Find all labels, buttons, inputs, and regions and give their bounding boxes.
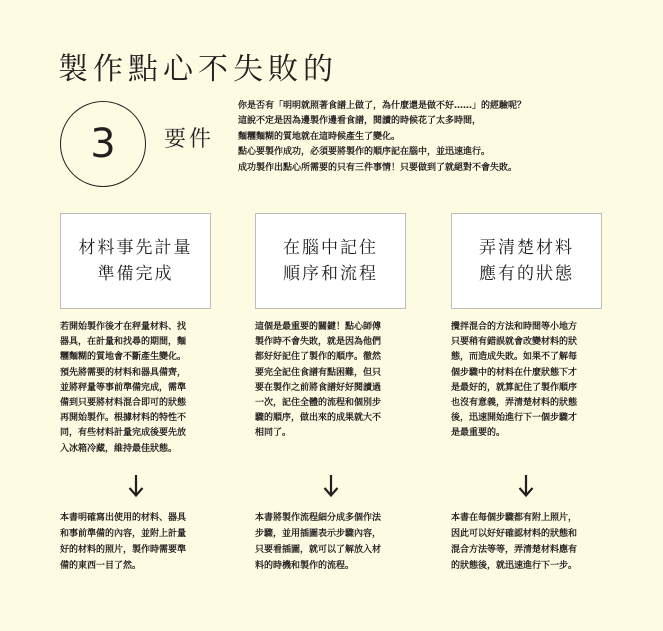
- intro-line: 成功製作出點心所需要的只有三件事情！只要做到了就絕對不會失敗。: [238, 162, 518, 173]
- summary-line: 備的東西一目了然。: [60, 561, 142, 571]
- summary-line: 的狀態後，就迅速進行下一步。: [451, 561, 578, 571]
- summary-line: 料的時機和製作的流程。: [255, 561, 355, 571]
- requirement-body-2: [255, 320, 413, 442]
- requirement-box-line: 應有的狀態: [479, 264, 574, 284]
- requirement-box-line: 準備完成: [97, 264, 174, 284]
- body-line: 製作時不會失敗，就是因為他們: [255, 337, 382, 348]
- body-line: 預先將需要的材料和器具備齊，: [60, 367, 187, 378]
- arrow-down-icon: [323, 474, 339, 498]
- requirement-body-3: [451, 320, 609, 442]
- body-line: 攪拌混合的方法和時間等小地方: [451, 322, 578, 332]
- requirement-box-line: 順序和流程: [283, 264, 378, 284]
- summary-line: 只要看插圖，就可以了解放入材: [255, 545, 382, 555]
- summary-line: 和事前準備的內容，並附上計量: [60, 529, 187, 539]
- summary-line: 因此可以好好確認材料的狀態和: [451, 529, 578, 539]
- intro-line: 這說不定是因為邊製作邊看食譜，閱讀的時候花了太多時間，: [238, 116, 482, 127]
- body-line: 若開始製作後才在秤量材料、找: [60, 322, 187, 332]
- summary-line: 本書將製作流程細分成多個作法: [255, 513, 382, 523]
- page-title: 製作點心不失敗的: [58, 52, 338, 87]
- body-line: 這個是最重要的關鍵！點心師傅: [255, 322, 382, 332]
- summary-line: 本書在每個步驟都有附上照片，: [451, 513, 578, 523]
- intro-paragraph: [238, 99, 638, 176]
- body-line: 並將秤量等事前準備完成，需準: [60, 382, 187, 393]
- arrow-down-icon: [128, 474, 144, 498]
- requirement-box-3: [451, 213, 602, 309]
- body-line: 都好好記住了製作的順序。徹然: [255, 352, 382, 363]
- body-line: 糰麵糊的質地會不斷產生變化。: [60, 352, 187, 363]
- intro-line: 點心要製作成功，必須要將製作的順序記在腦中，並迅速進行。: [238, 147, 491, 158]
- body-line: 一次，記住全體的流程和個別步: [255, 398, 382, 409]
- body-line: 同，有些材料計量完成後要先放: [60, 428, 187, 439]
- body-line: 相同了。: [255, 428, 292, 439]
- requirement-summary-3: [451, 510, 609, 574]
- number-badge-value: 3: [90, 121, 116, 167]
- requirement-box-line: 材料事先計量: [78, 238, 193, 258]
- page-subtitle: 要件: [164, 127, 215, 152]
- requirement-body-1: [60, 320, 218, 457]
- requirement-box-1: [60, 213, 211, 309]
- intro-line: 麵糰麵糊的質地就在這時候產生了變化。: [238, 131, 401, 142]
- body-line: 個步驟中的材料在什麼狀態下才: [451, 367, 578, 378]
- requirement-box-line: 在腦中記住: [283, 238, 378, 258]
- body-line: 器具，在計量和找尋的期間，麵: [60, 337, 187, 348]
- summary-line: 混合方法等等，弄清楚材料應有: [451, 545, 578, 555]
- requirement-box-2: [255, 213, 406, 309]
- summary-line: 本書明確寫出使用的材料、器具: [60, 513, 187, 523]
- number-badge: [60, 101, 146, 187]
- body-line: 驟的順序，做出來的成果就大不: [255, 413, 382, 424]
- body-line: 入冰箱冷藏，維持最佳狀態。: [60, 443, 178, 454]
- body-line: 要在製作之前將食譜好好閱讀過: [255, 382, 382, 393]
- summary-line: 好的材料的照片，製作時需要準: [60, 545, 187, 555]
- body-line: 要完全記住食譜有點困難，但只: [255, 367, 382, 378]
- body-line: 態，而造成失敗。如果不了解每: [451, 352, 578, 363]
- body-line: 是最重要的。: [451, 428, 506, 439]
- body-line: 備到只要將材料混合即可的狀態: [60, 398, 187, 409]
- requirement-summary-2: [255, 510, 413, 574]
- requirement-box-line: 弄清楚材料: [479, 238, 574, 258]
- body-line: 是最好的，就算記住了製作順序: [451, 382, 578, 393]
- requirement-summary-1: [60, 510, 218, 574]
- arrow-down-icon: [518, 474, 534, 498]
- body-line: 再開始製作。根據材料的特性不: [60, 413, 187, 424]
- body-line: 也沒有意義，弄清楚材料的狀態: [451, 398, 578, 409]
- body-line: 只要稍有錯誤就會改變材料的狀: [451, 337, 578, 348]
- intro-line: 你是否有「明明就照著食譜上做了，為什麼還是做不好……」的經驗呢？: [238, 101, 527, 111]
- summary-line: 步驟，並用插圖表示步驟內容，: [255, 529, 382, 539]
- body-line: 後，迅速開始進行下一個步驟才: [451, 413, 578, 424]
